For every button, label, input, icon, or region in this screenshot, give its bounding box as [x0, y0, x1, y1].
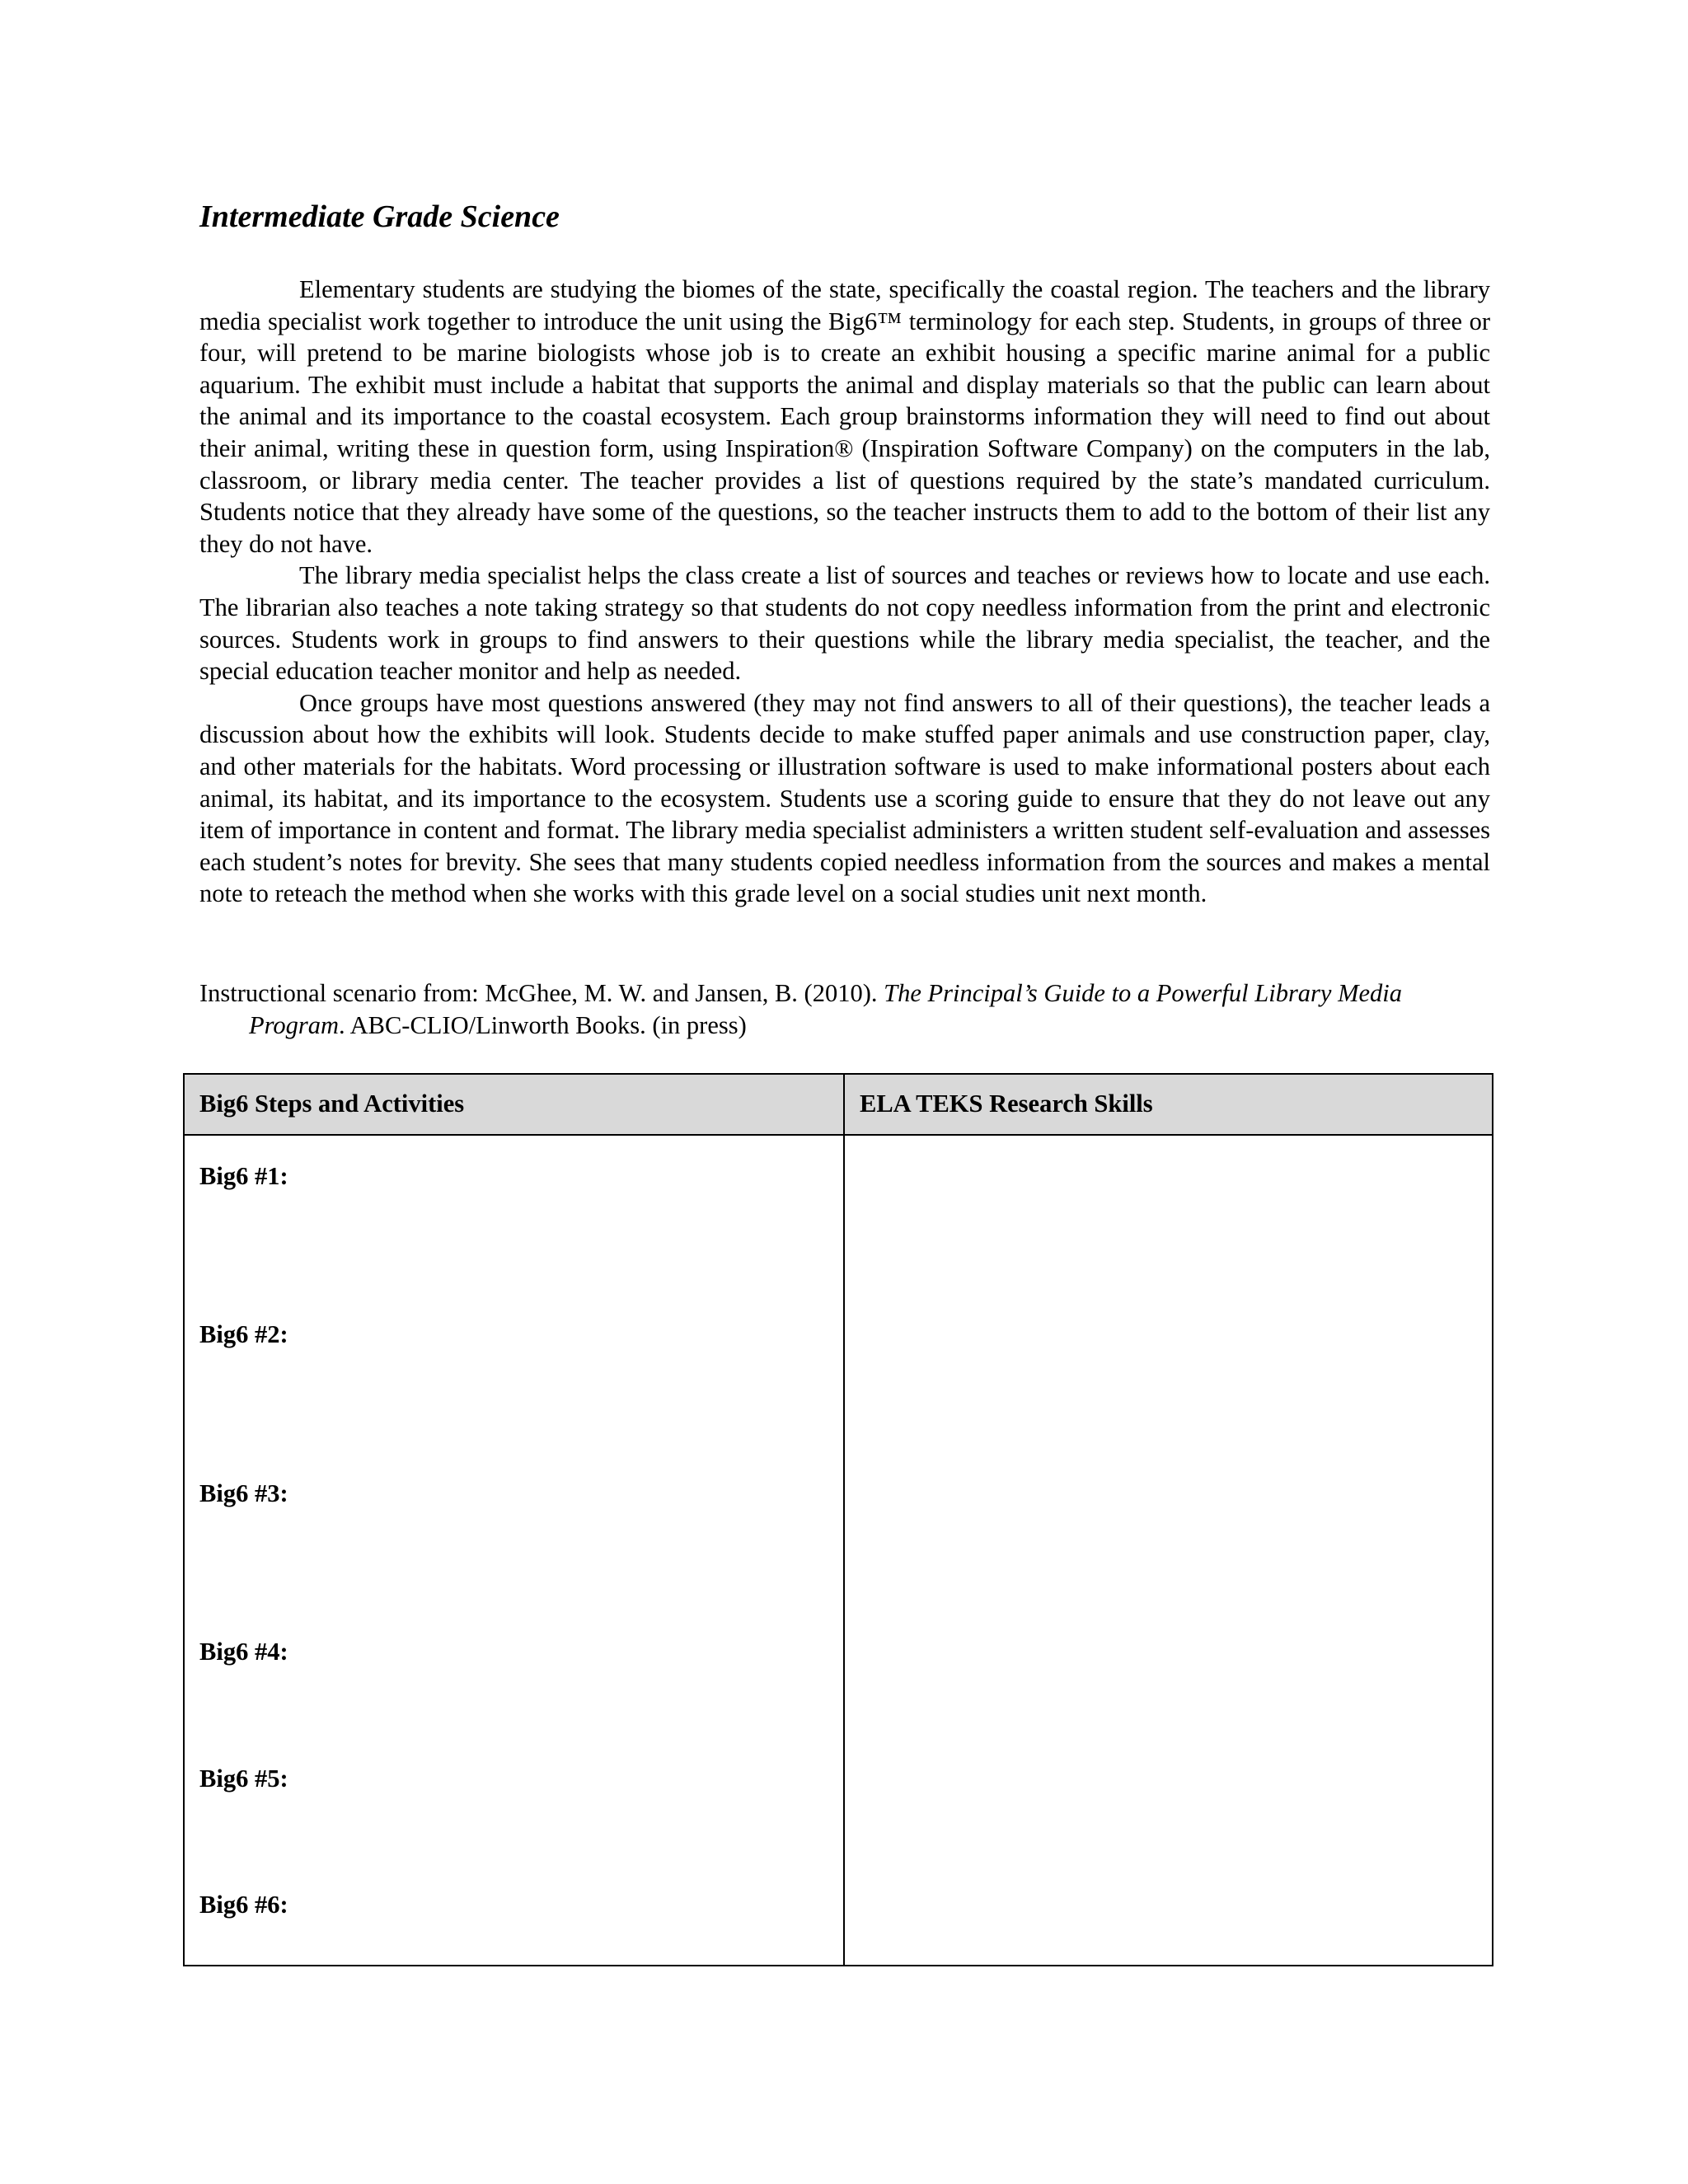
big6-step-3: Big6 #3: — [199, 1479, 288, 1507]
big6-step-2: Big6 #2: — [199, 1320, 288, 1348]
scenario-body — [199, 274, 1490, 910]
header-ela-teks: ELA TEKS Research Skills — [860, 1090, 1153, 1118]
citation-suffix: . ABC-CLIO/Linworth Books. (in press) — [339, 1010, 747, 1039]
column-divider — [843, 1075, 845, 1965]
big6-step-6: Big6 #6: — [199, 1891, 288, 1919]
header-big6-steps: Big6 Steps and Activities — [199, 1090, 465, 1118]
citation-prefix: Instructional scenario from: McGhee, M. W. and Jansen, B. (2010). — [199, 979, 884, 1007]
paragraph-3: Once groups have most questions answered (they may not find answers to all of their questions), the teacher leads a discussion about how the exhibits will look. Students decide to make stuffed paper animals and use construction paper, clay, and other materials for the habitats. Word processing or illustration software is used to make informational posters about each animal, its habitat, and its importance to the ecosystem. Students use a scoring guide to ensure that they do not leave out any item of importance in content and format. The library media specialist administers a written student self-evaluation and assesses each student’s notes for brevity. She sees that many students copied needless information from the sources and makes a mental note to reteach the method when she works with this grade level on a social studies unit next month. — [199, 688, 1490, 908]
big6-step-5: Big6 #5: — [199, 1765, 288, 1793]
big6-step-4: Big6 #4: — [199, 1638, 288, 1666]
citation-book-title: The Principal’s Guide to a Powerful Library Media Program — [249, 979, 1403, 1039]
paragraph-2: The library media specialist helps the class create a list of sources and teaches or reviews how to locate and use each. The librarian also teaches a note taking strategy so that students do not copy needless information from the print and electronic sources. Students work in groups to find answers to their questions while the library media specialist, the teacher, and the special education teacher monitor and help as needed. — [199, 561, 1490, 686]
paragraph-1: Elementary students are studying the biomes of the state, specifically the coastal region. The teachers and the library media specialist work together to introduce the unit using the Big6™ terminology for each step. Students, in groups of three or four, will pretend to be marine biologists whose job is to create an exhibit housing a specific marine animal for a public aquarium. The exhibit must include a habitat that supports the animal and display materials so that the public can learn about the animal and its importance to the coastal ecosystem. Each group brainstorms information they will need to find out about their animal, writing these in question form, using Inspiration® (Inspiration Software Company) on the computers in the lab, classroom, or library media center. The teacher provides a list of questions required by the state’s mandated curriculum. Students notice that they already have some of the questions, so the teacher instructs them to add to the bottom of their list any they do not have. — [199, 275, 1490, 558]
big6-table — [183, 1073, 1493, 1966]
document-title: Intermediate Grade Science — [199, 199, 560, 234]
citation — [199, 977, 1490, 1041]
big6-step-1: Big6 #1: — [199, 1162, 288, 1190]
